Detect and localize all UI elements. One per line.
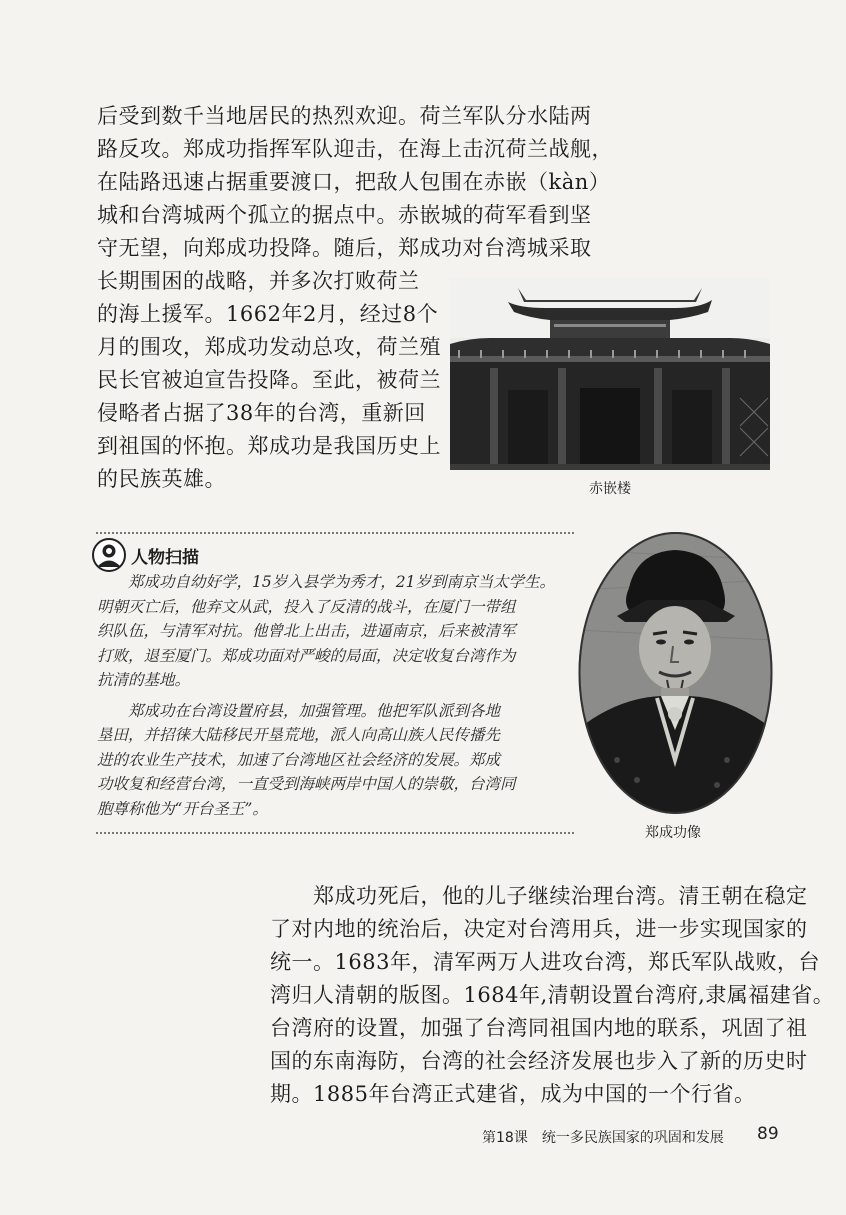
- person-icon: [92, 538, 126, 572]
- text-line: 长期围困的战略，并多次打败荷兰: [97, 269, 420, 293]
- zheng-chenggong-portrait: [577, 530, 774, 816]
- text-line: 守无望，向郑成功投降。随后，郑成功对台湾城采取: [97, 236, 592, 260]
- text-line: 期。1885年台湾正式建省，成为中国的一个行省。: [270, 1082, 756, 1106]
- tower-illustration: [450, 278, 770, 470]
- text-line: 的民族英雄。: [97, 467, 226, 491]
- profile-line: 打败，退至厦门。郑成功面对严峻的局面，决定收复台湾作为: [97, 646, 516, 665]
- lesson-title-footer: 第18课 统一多民族国家的巩固和发展: [482, 1130, 724, 1146]
- text-line: 路反攻。郑成功指挥军队迎击，在海上击沉荷兰战舰，: [97, 137, 613, 161]
- text-line: 月的围攻，郑成功发动总攻，荷兰殖: [97, 335, 441, 359]
- profile-line: 垦田，并招徕大陆移民开垦荒地，派人向高山族人民传播先: [97, 726, 501, 744]
- profile-line: 郑成功在台湾设置府县，加强管理。他把军队派到各地: [97, 701, 501, 720]
- text-line: 侵略者占据了38年的台湾，重新回: [97, 401, 426, 425]
- text-line: 民长官被迫宣告投降。至此，被荷兰: [97, 368, 441, 392]
- text-line: 湾归人清朝的版图。1684年,清朝设置台湾府,隶属福建省。: [270, 983, 835, 1007]
- profile-line: 明朝灭亡后，他弃文从武，投入了反清的战斗，在厦门一带组: [97, 597, 516, 616]
- portrait-caption: 郑成功像: [645, 825, 701, 841]
- text-line: 统一。1683年，清军两万人进攻台湾，郑氏军队战败，台: [270, 950, 820, 974]
- profile-line: 织队伍，与清军对抗。他曾北上出击，进逼南京，后来被清军: [97, 622, 516, 640]
- text-line: 到祖国的怀抱。郑成功是我国历史上: [97, 434, 441, 458]
- page-number: 89: [757, 1124, 779, 1144]
- profile-line: 进的农业生产技术，加速了台湾地区社会经济的发展。郑成: [97, 750, 501, 769]
- profile-line: 胞尊称他为“开台圣王”。: [97, 799, 268, 818]
- profile-line: 功收复和经营台湾，一直受到海峡两岸中国人的崇敬，台湾同: [97, 775, 516, 793]
- text-line: 了对内地的统治后，决定对台湾用兵，进一步实现国家的: [270, 917, 808, 941]
- tower-caption: 赤嵌楼: [589, 481, 631, 497]
- text-line: 城和台湾城两个孤立的据点中。赤嵌城的荷军看到坚: [97, 203, 592, 227]
- body-text-bottom: [270, 880, 834, 1111]
- text-line: 郑成功死后，他的儿子继续治理台湾。清王朝在稳定: [270, 884, 808, 908]
- profile-box-top-border: [96, 532, 574, 534]
- text-line: 的海上援军。1662年2月，经过8个: [97, 302, 439, 326]
- text-line: 台湾府的设置，加强了台湾同祖国内地的联系，巩固了祖: [270, 1016, 808, 1040]
- text-line: 国的东南海防，台湾的社会经济发展也步入了新的历史时: [270, 1049, 808, 1073]
- profile-box-text: [97, 570, 555, 821]
- profile-box-bottom-border: [96, 832, 574, 834]
- profile-line: 郑成功自幼好学，15岁入县学为秀才，21岁到南京当太学生。: [97, 573, 555, 591]
- profile-line: 抗清的基地。: [97, 671, 191, 689]
- text-line: 在陆路迅速占据重要渡口，把敌人包围在赤嵌（kàn）: [97, 170, 611, 194]
- text-line: 后受到数千当地居民的热烈欢迎。荷兰军队分水陆两: [97, 104, 592, 128]
- profile-box-title: 人物扫描: [131, 548, 199, 568]
- chikan-tower-photo: [450, 278, 770, 470]
- portrait-illustration: [577, 530, 774, 816]
